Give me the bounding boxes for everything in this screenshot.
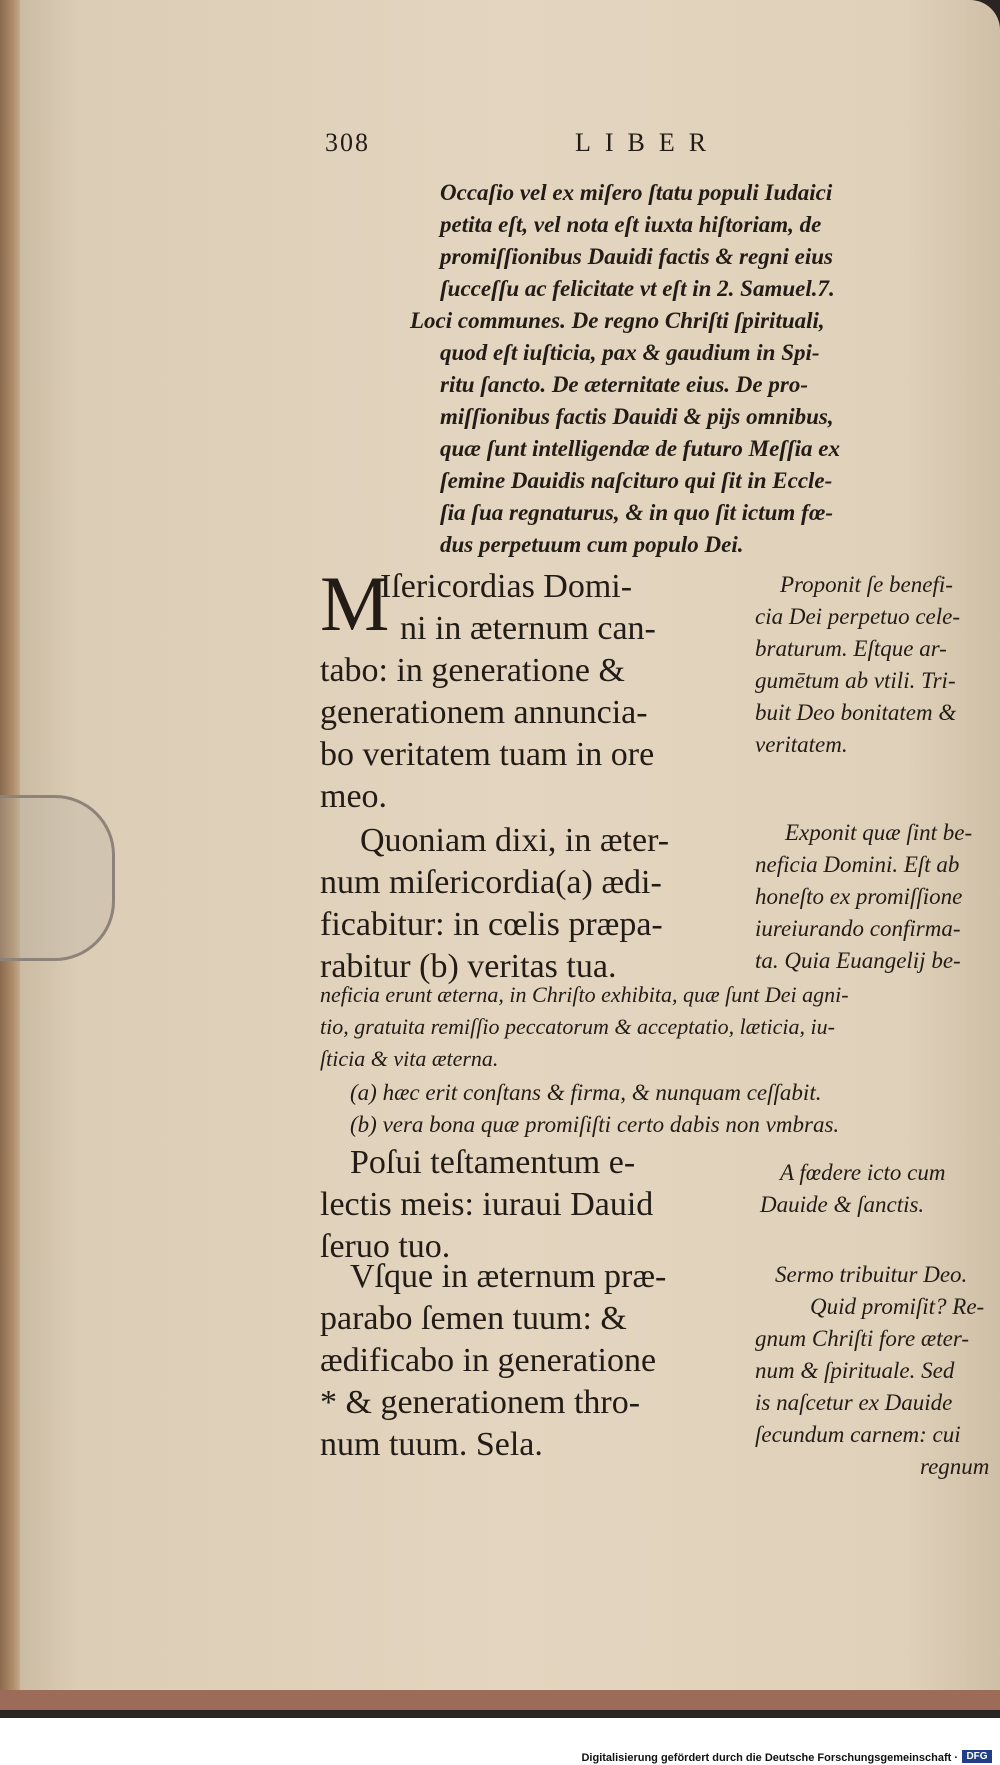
gloss-line: (a) hæc erit conſtans & firma, & nunquam ceſſabit. xyxy=(350,1080,822,1105)
drop-cap: M xyxy=(320,560,390,647)
verse-line: num miſericordia(a) ædi- xyxy=(320,864,662,901)
verse-line: * & generationem thro- xyxy=(320,1384,641,1421)
margin-note-line: honeſto ex promiſſione xyxy=(755,884,963,909)
argument-line: quod eſt iuſticia, pax & gaudium in Spi- xyxy=(440,340,820,365)
catchword: regnum xyxy=(920,1454,990,1479)
margin-note-line: iureiurando confirma- xyxy=(755,916,961,941)
margin-note-line: tio, gratuita remiſſio peccatorum & acceptatio, læticia, iu- xyxy=(320,1014,835,1039)
margin-note-line: neficia erunt æterna, in Chriſto exhibita, quæ ſunt Dei agni- xyxy=(320,982,849,1007)
margin-note-line: is naſcetur ex Dauide xyxy=(755,1390,953,1415)
margin-note-line: ſticia & vita æterna. xyxy=(320,1046,499,1071)
dfg-logo: DFG xyxy=(962,1750,992,1763)
argument-line: ritu ſancto. De æternitate eius. De pro- xyxy=(440,372,808,397)
verse-line: tabo: in generatione & xyxy=(320,652,625,689)
margin-note-line: buit Deo bonitatem & xyxy=(755,700,957,725)
argument-line: dus perpetuum cum populo Dei. xyxy=(440,532,744,557)
margin-note-line: gumētum ab vtili. Tri- xyxy=(755,668,956,693)
margin-note-line: Quid promiſit? Re- xyxy=(810,1294,985,1319)
footer-credit: Digitalisierung gefördert durch die Deutsche Forschungsgemeinschaft · xyxy=(581,1752,958,1764)
verse-line: meo. xyxy=(320,778,388,815)
margin-note-line: gnum Chriſti fore æter- xyxy=(755,1326,969,1351)
margin-note-line: cia Dei perpetuo cele- xyxy=(755,604,960,629)
verse-line: ficabitur: in cœlis præpa- xyxy=(320,906,663,943)
verse-line: ni in æternum can- xyxy=(400,610,656,647)
argument-line: ſemine Dauidis naſcituro qui ſit in Eccle- xyxy=(440,468,833,493)
book-page xyxy=(20,0,1000,1705)
margin-note-line: Sermo tribuitur Deo. xyxy=(775,1262,968,1287)
argument-line: Loci communes. De regno Chriſti ſpirituali, xyxy=(410,308,825,333)
argument-line: quæ ſunt intelligendæ de futuro Meſſia ex xyxy=(440,436,840,461)
margin-note-line: num & ſpirituale. Sed xyxy=(755,1358,955,1383)
argument-line: petita eſt, vel nota eſt iuxta hiſtoriam, de xyxy=(440,212,822,237)
argument-line: miſſionibus factis Dauidi & pijs omnibus, xyxy=(440,404,834,429)
page-clip xyxy=(0,795,115,961)
margin-note-line: braturum. Eſtque ar- xyxy=(755,636,947,661)
verse-line: num tuum. Sela. xyxy=(320,1426,543,1463)
margin-note-line: neficia Domini. Eſt ab xyxy=(755,852,960,877)
argument-line: ſia ſua regnaturus, & in quo ſit ictum fœ- xyxy=(440,500,833,525)
margin-note-line: Proponit ſe benefi- xyxy=(780,572,953,597)
margin-note-line: ſecundum carnem: cui xyxy=(755,1422,961,1447)
verse-line: bo veritatem tuam in ore xyxy=(320,736,655,773)
verse-line: Vſque in æternum præ- xyxy=(350,1258,667,1295)
gloss-line: (b) vera bona quæ promiſiſti certo dabis non vmbras. xyxy=(350,1112,840,1137)
verse-line: generationem annuncia- xyxy=(320,694,648,731)
running-title: LIBER xyxy=(575,128,721,157)
verse-line: Quoniam dixi, in æter- xyxy=(360,822,670,859)
margin-note-line: ta. Quia Euangelij be- xyxy=(755,948,961,973)
margin-note-line: Dauide & ſanctis. xyxy=(760,1192,925,1217)
verse-line: Iſericordias Domi- xyxy=(380,568,633,605)
book-edge xyxy=(0,1690,1000,1710)
verse-line: parabo ſemen tuum: & xyxy=(320,1300,627,1337)
argument-line: promiſſionibus Dauidi factis & regni eius xyxy=(440,244,833,269)
margin-note-line: A fœdere icto cum xyxy=(780,1160,946,1185)
margin-note-line: Exponit quæ ſint be- xyxy=(785,820,973,845)
verse-line: ædificabo in generatione xyxy=(320,1342,657,1379)
verse-line: rabitur (b) veritas tua. xyxy=(320,948,617,985)
page-number: 308 xyxy=(325,128,370,157)
verse-line: ſeruo tuo. xyxy=(320,1228,451,1265)
verse-line: lectis meis: iuraui Dauid xyxy=(320,1186,654,1223)
argument-line: ſucceſſu ac felicitate vt eſt in 2. Samuel.7. xyxy=(440,276,835,301)
verse-line: Poſui teſtamentum e- xyxy=(350,1144,636,1181)
argument-line: Occaſio vel ex miſero ſtatu populi Iudaici xyxy=(440,180,833,205)
margin-note-line: veritatem. xyxy=(755,732,848,757)
